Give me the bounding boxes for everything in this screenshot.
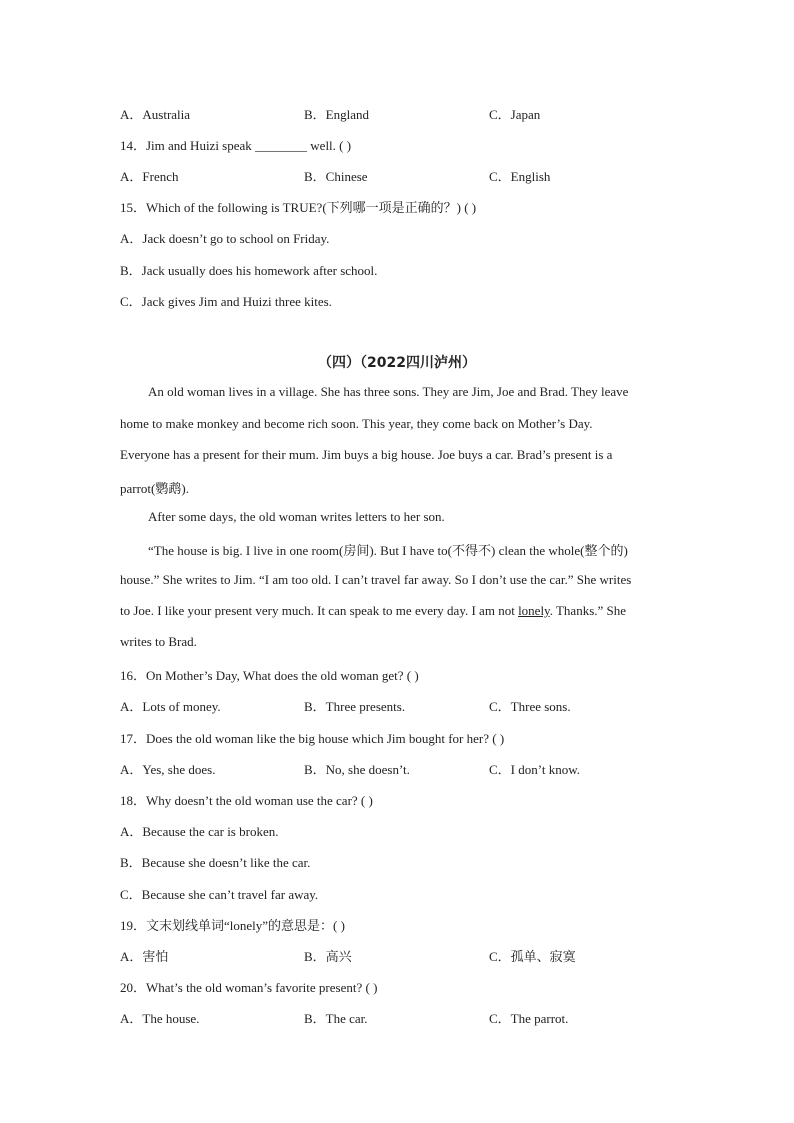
- passage-line: writes to Brad.: [120, 634, 197, 649]
- q16-option-c: C．Three sons.: [489, 699, 571, 714]
- q14-option-c: C．English: [489, 169, 551, 184]
- q19-option-a: A．害怕: [120, 949, 169, 964]
- q14-option-a: A．French: [120, 169, 179, 184]
- q16-stem: 16．On Mother’s Day, What does the old woman get? ( ): [120, 668, 419, 683]
- q18-option-a: A．Because the car is broken.: [120, 824, 279, 839]
- q19-option-b: B．高兴: [304, 949, 352, 964]
- q13-option-a: A．Australia: [120, 107, 191, 122]
- passage-text: . Thanks.” She: [549, 603, 627, 618]
- q17-option-c: C．I don’t know.: [489, 762, 581, 777]
- q19-options: [0, 946, 794, 966]
- section-title: （四）（2022四川泸州）: [318, 355, 476, 371]
- q16-option-b: B．Three presents.: [304, 699, 406, 714]
- q15-option-a: A．Jack doesn’t go to school on Friday.: [120, 231, 330, 246]
- q17-option-a: A．Yes, she does.: [120, 762, 216, 777]
- q16-option-a: A．Lots of money.: [120, 699, 221, 714]
- passage-line: [120, 603, 626, 619]
- passage-line: home to make monkey and become rich soon. This year, they come back on Mother’s Day.: [120, 416, 593, 431]
- passage-line: house.” She writes to Jim. “I am too old. I can’t travel far away. So I don’t use the car.” She writes: [120, 572, 632, 587]
- q13-option-b: B．England: [304, 107, 369, 122]
- q15-option-c: C．Jack gives Jim and Huizi three kites.: [120, 294, 332, 309]
- q20-options: [0, 1008, 794, 1028]
- q19-stem: 19．文末划线单词“lonely”的意思是：( ): [120, 918, 345, 933]
- q20-option-a: A．The house.: [120, 1011, 200, 1026]
- passage-text: to Joe. I like your present very much. It can speak to me every day. I am not: [120, 603, 519, 618]
- q14-options: [0, 166, 794, 186]
- passage-line: Everyone has a present for their mum. Jim buys a big house. Joe buys a car. Brad’s present is a: [120, 447, 613, 462]
- passage-line: An old woman lives in a village. She has three sons. They are Jim, Joe and Brad. They leave: [148, 384, 629, 399]
- passage-line: After some days, the old woman writes letters to her son.: [148, 509, 445, 524]
- passage-line: parrot(鹦鹉).: [120, 481, 189, 496]
- q16-options: [0, 696, 794, 716]
- q18-option-b: B．Because she doesn’t like the car.: [120, 855, 311, 870]
- q19-option-c: C．孤单、寂寞: [489, 949, 576, 964]
- underlined-word-lonely: lonely: [518, 603, 550, 618]
- q17-option-b: B．No, she doesn’t.: [304, 762, 410, 777]
- q15-stem: 15．Which of the following is TRUE?(下列哪一项是正确的？) ( ): [120, 200, 477, 215]
- q13-option-c: C．Japan: [489, 107, 541, 122]
- q13-options: [0, 104, 794, 124]
- q17-stem: 17．Does the old woman like the big house which Jim bought for her? ( ): [120, 731, 505, 746]
- q20-option-c: C．The parrot.: [489, 1011, 569, 1026]
- q20-option-b: B．The car.: [304, 1011, 368, 1026]
- passage-line: “The house is big. I live in one room(房间). But I have to(不得不) clean the whole(整个的): [148, 543, 628, 558]
- q18-stem: 18．Why doesn’t the old woman use the car? ( ): [120, 793, 373, 808]
- q17-options: [0, 759, 794, 779]
- q18-option-c: C．Because she can’t travel far away.: [120, 887, 319, 902]
- q14-stem: 14．Jim and Huizi speak ________ well. ( ): [120, 138, 352, 153]
- q20-stem: 20．What’s the old woman’s favorite present? ( ): [120, 980, 378, 995]
- q15-option-b: B．Jack usually does his homework after school.: [120, 263, 378, 278]
- q14-option-b: B．Chinese: [304, 169, 368, 184]
